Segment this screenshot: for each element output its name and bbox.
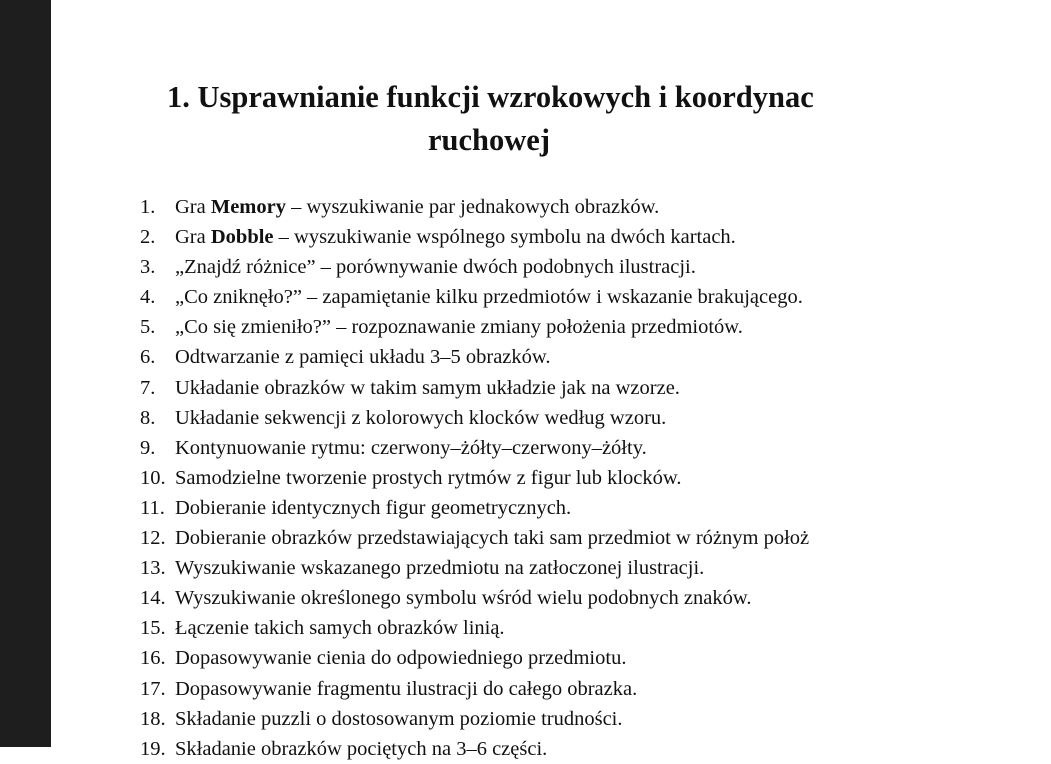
list-item — [140, 373, 809, 403]
item-number: 18. — [140, 707, 166, 730]
list-item — [140, 704, 809, 734]
item-text: Odtwarzanie z pamięci układu 3–5 obrazków. — [175, 346, 551, 369]
item-text: Składanie puzzli o dostosowanym poziomie trudności. — [175, 707, 623, 730]
item-text: Gra — [175, 196, 211, 218]
item-text: „Znajdź różnice” – porównywanie dwóch podobnych ilustracji. — [175, 256, 696, 279]
list-item — [140, 252, 809, 282]
list-item — [140, 523, 809, 553]
list-item — [140, 463, 809, 493]
item-number: 14. — [140, 587, 166, 610]
item-text: Dobieranie identycznych figur geometrycznych. — [175, 496, 572, 519]
list-item — [140, 643, 809, 673]
list-item — [140, 222, 809, 252]
item-text-tail: – wyszukiwanie wspólnego symbolu na dwóch kartach. — [273, 226, 736, 249]
list-item — [140, 282, 809, 312]
item-number: 3. — [140, 256, 156, 279]
item-text: Dopasowywanie fragmentu ilustracji do całego obrazka. — [175, 677, 638, 700]
item-text: Wyszukiwanie wskazanego przedmiotu na zatłoczonej ilustracji. — [175, 557, 705, 580]
item-text-tail: – wyszukiwanie par jednakowych obrazków. — [285, 196, 660, 218]
item-number: 7. — [140, 376, 156, 399]
item-number: 9. — [140, 436, 156, 459]
list-item — [140, 433, 809, 463]
item-number: 11. — [140, 496, 165, 519]
item-text: „Co się zmieniło?” – rozpoznawanie zmiany położenia przedmiotów. — [175, 316, 743, 339]
item-number: 16. — [140, 647, 166, 670]
item-number: 15. — [140, 617, 166, 640]
item-number: 12. — [140, 527, 166, 550]
item-text: Układanie obrazków w takim samym układzie jak na wzorze. — [175, 376, 680, 399]
item-number: 4. — [140, 286, 156, 309]
item-number: 19. — [140, 737, 166, 760]
item-text: „Co zniknęło?” – zapamiętanie kilku przedmiotów i wskazanie brakującego. — [175, 286, 803, 309]
item-text: Składanie obrazków pociętych na 3–6 części. — [175, 737, 548, 760]
item-number: 5. — [140, 316, 156, 339]
item-number: 10. — [140, 466, 166, 489]
item-number: 8. — [140, 406, 156, 429]
item-number: 2. — [140, 226, 156, 249]
list-item — [140, 674, 809, 704]
item-number: 1. — [140, 196, 156, 218]
item-bold-text: Dobble — [210, 226, 274, 249]
item-text: Gra — [175, 226, 211, 249]
item-number: 13. — [140, 557, 166, 580]
item-text: Dopasowywanie cienia do odpowiedniego przedmiotu. — [175, 647, 627, 670]
list-item — [140, 493, 809, 523]
item-text: Kontynuowanie rytmu: czerwony–żółty–czerwony–żółty. — [175, 436, 647, 459]
item-bold-text: Memory — [210, 196, 286, 218]
section-heading-line-1: 1. Usprawnianie funkcji wzrokowych i koordynac — [167, 80, 814, 114]
list-item — [140, 553, 809, 583]
section-heading-line-2: ruchowej — [428, 123, 550, 157]
item-text: Samodzielne tworzenie prostych rytmów z figur lub klocków. — [175, 466, 682, 489]
item-text: Dobieranie obrazków przedstawiających taki sam przedmiot w różnym położ — [175, 527, 810, 550]
list-item — [140, 613, 809, 643]
list-item — [140, 403, 809, 433]
item-number: 17. — [140, 677, 166, 700]
item-number: 6. — [140, 346, 156, 369]
item-text: Łączenie takich samych obrazków linią. — [175, 617, 505, 640]
list-item — [140, 583, 809, 613]
exercise-list — [140, 192, 809, 764]
list-item — [140, 734, 809, 764]
item-text: Układanie sekwencji z kolorowych klocków według wzoru. — [175, 406, 667, 429]
list-item — [140, 342, 809, 372]
list-item — [140, 192, 809, 222]
list-item — [140, 312, 809, 342]
document-page — [51, 0, 1051, 760]
viewer-gutter — [0, 0, 51, 747]
section-heading — [51, 76, 814, 162]
item-text: Wyszukiwanie określonego symbolu wśród wielu podobnych znaków. — [175, 587, 752, 610]
